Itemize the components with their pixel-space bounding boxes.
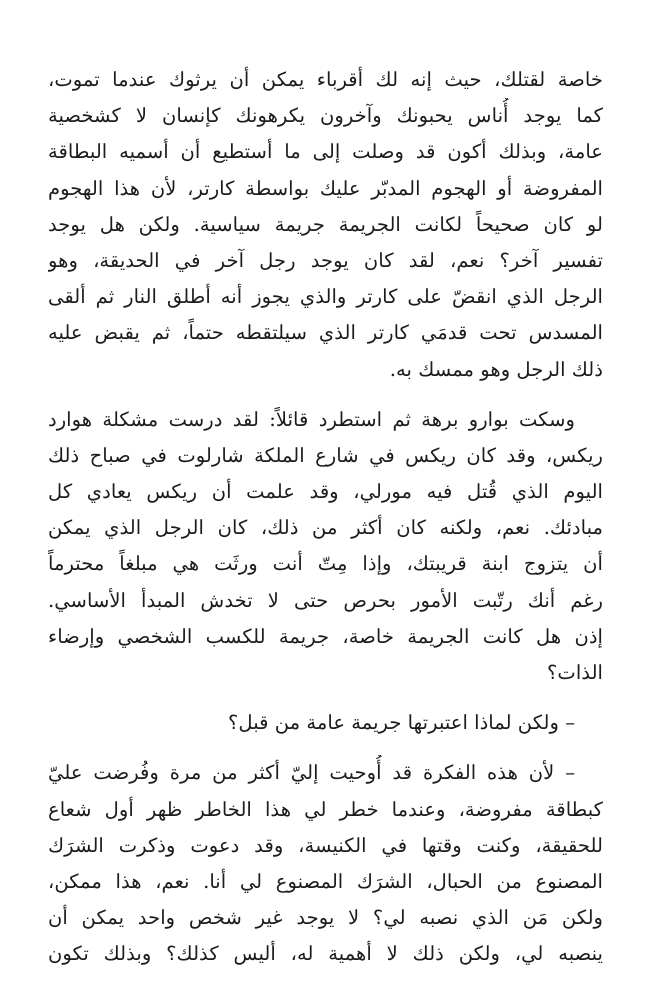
text-line: – لأن هذه الفكرة قد أُوحيت إليّ أكثر من مرة وفُرضت عليّ (48, 761, 575, 785)
text-line: ولكن مَن الذي نصبه لي؟ لا يوجد غير شخص واحد يمكن أن (48, 906, 603, 930)
text-line: الرجل الذي انقضّ على كارتر والذي يجوز أنه أطلق النار ثم ألقى (48, 285, 603, 309)
text-line: المفروضة أو الهجوم المدبّر عليك بواسطة كارتر، لأن هذا الهجوم (48, 176, 603, 200)
text-line: ذلك الرجل وهو ممسك به. (389, 357, 603, 381)
text-line: عامة، وبذلك أكون قد وصلت إلى ما أستطيع أن أسميه البطاقة (48, 140, 603, 164)
text-line: إذن هل كانت الجريمة خاصة، جريمة للكسب الشخصي وإرضاء (48, 624, 603, 648)
text-line: أن يتزوج ابنة قريبتك، وإذا مِتّ أنت ورثَت هي مبلغاً محترماً (48, 552, 603, 576)
paragraph-1 (48, 62, 603, 388)
text-line: الذات؟ (547, 661, 603, 684)
text-line: للحقيقة، وكنت وقتها في الكنيسة، وقد دعوت وذكرت الشرَك (48, 833, 603, 857)
text-line: المصنوع من الحبال، الشرَك المصنوع لي أنا. نعم، هذا ممكن، (48, 869, 603, 893)
text-line: وسكت بوارو برهة ثم استطرد قائلاً: لقد درست مشكلة هوارد (48, 407, 575, 431)
text-line: كما يوجد أُناس يحبونك وآخرون يكرهونك كإنسان لا كشخصية (48, 104, 603, 128)
text-line: لو كان صحيحاً لكانت الجريمة جريمة سياسية. ولكن هل يوجد (48, 212, 603, 236)
text-line: خاصة لقتلك، حيث إنه لك أقرباء يمكن أن يرثوك عندما تموت، (48, 68, 603, 91)
text-line: اليوم الذي قُتل فيه مورلي، وقد علمت أن ريكس يعادي كل (48, 480, 603, 504)
text-line: مبادئك. نعم، ولكنه كان أكثر من ذلك، كان الرجل الذي يمكن (48, 516, 603, 540)
text-line: تفسير آخر؟ نعم، لقد كان يوجد رجل آخر في الحديقة، وهو (48, 248, 603, 272)
text-line: المسدس تحت قدمَي كارتر الذي سيلتقطه حتماً، ثم يقبض عليه (48, 321, 603, 345)
text-line: ريكس، وقد كان ريكس في شارع الملكة شارلوت في صباح ذلك (48, 443, 603, 467)
paragraph-3-dialogue (48, 705, 603, 741)
paragraph-4-dialogue (48, 755, 603, 972)
text-line: رغم أنك رتّبت الأمور بحرص حتى لا تخدش المبدأ الأساسي. (48, 588, 603, 612)
paragraph-2 (48, 402, 603, 692)
text-line: – ولكن لماذا اعتبرتها جريمة عامة من قبل؟ (227, 711, 575, 735)
text-line: كبطاقة مفروضة، وعندما خطر لي هذا الخاطر ظهر أول شعاع (48, 797, 603, 821)
text-line: ينصبه لي، ولكن ذلك لا أهمية له، أليس كذلك؟ وبذلك تكون (48, 942, 603, 966)
